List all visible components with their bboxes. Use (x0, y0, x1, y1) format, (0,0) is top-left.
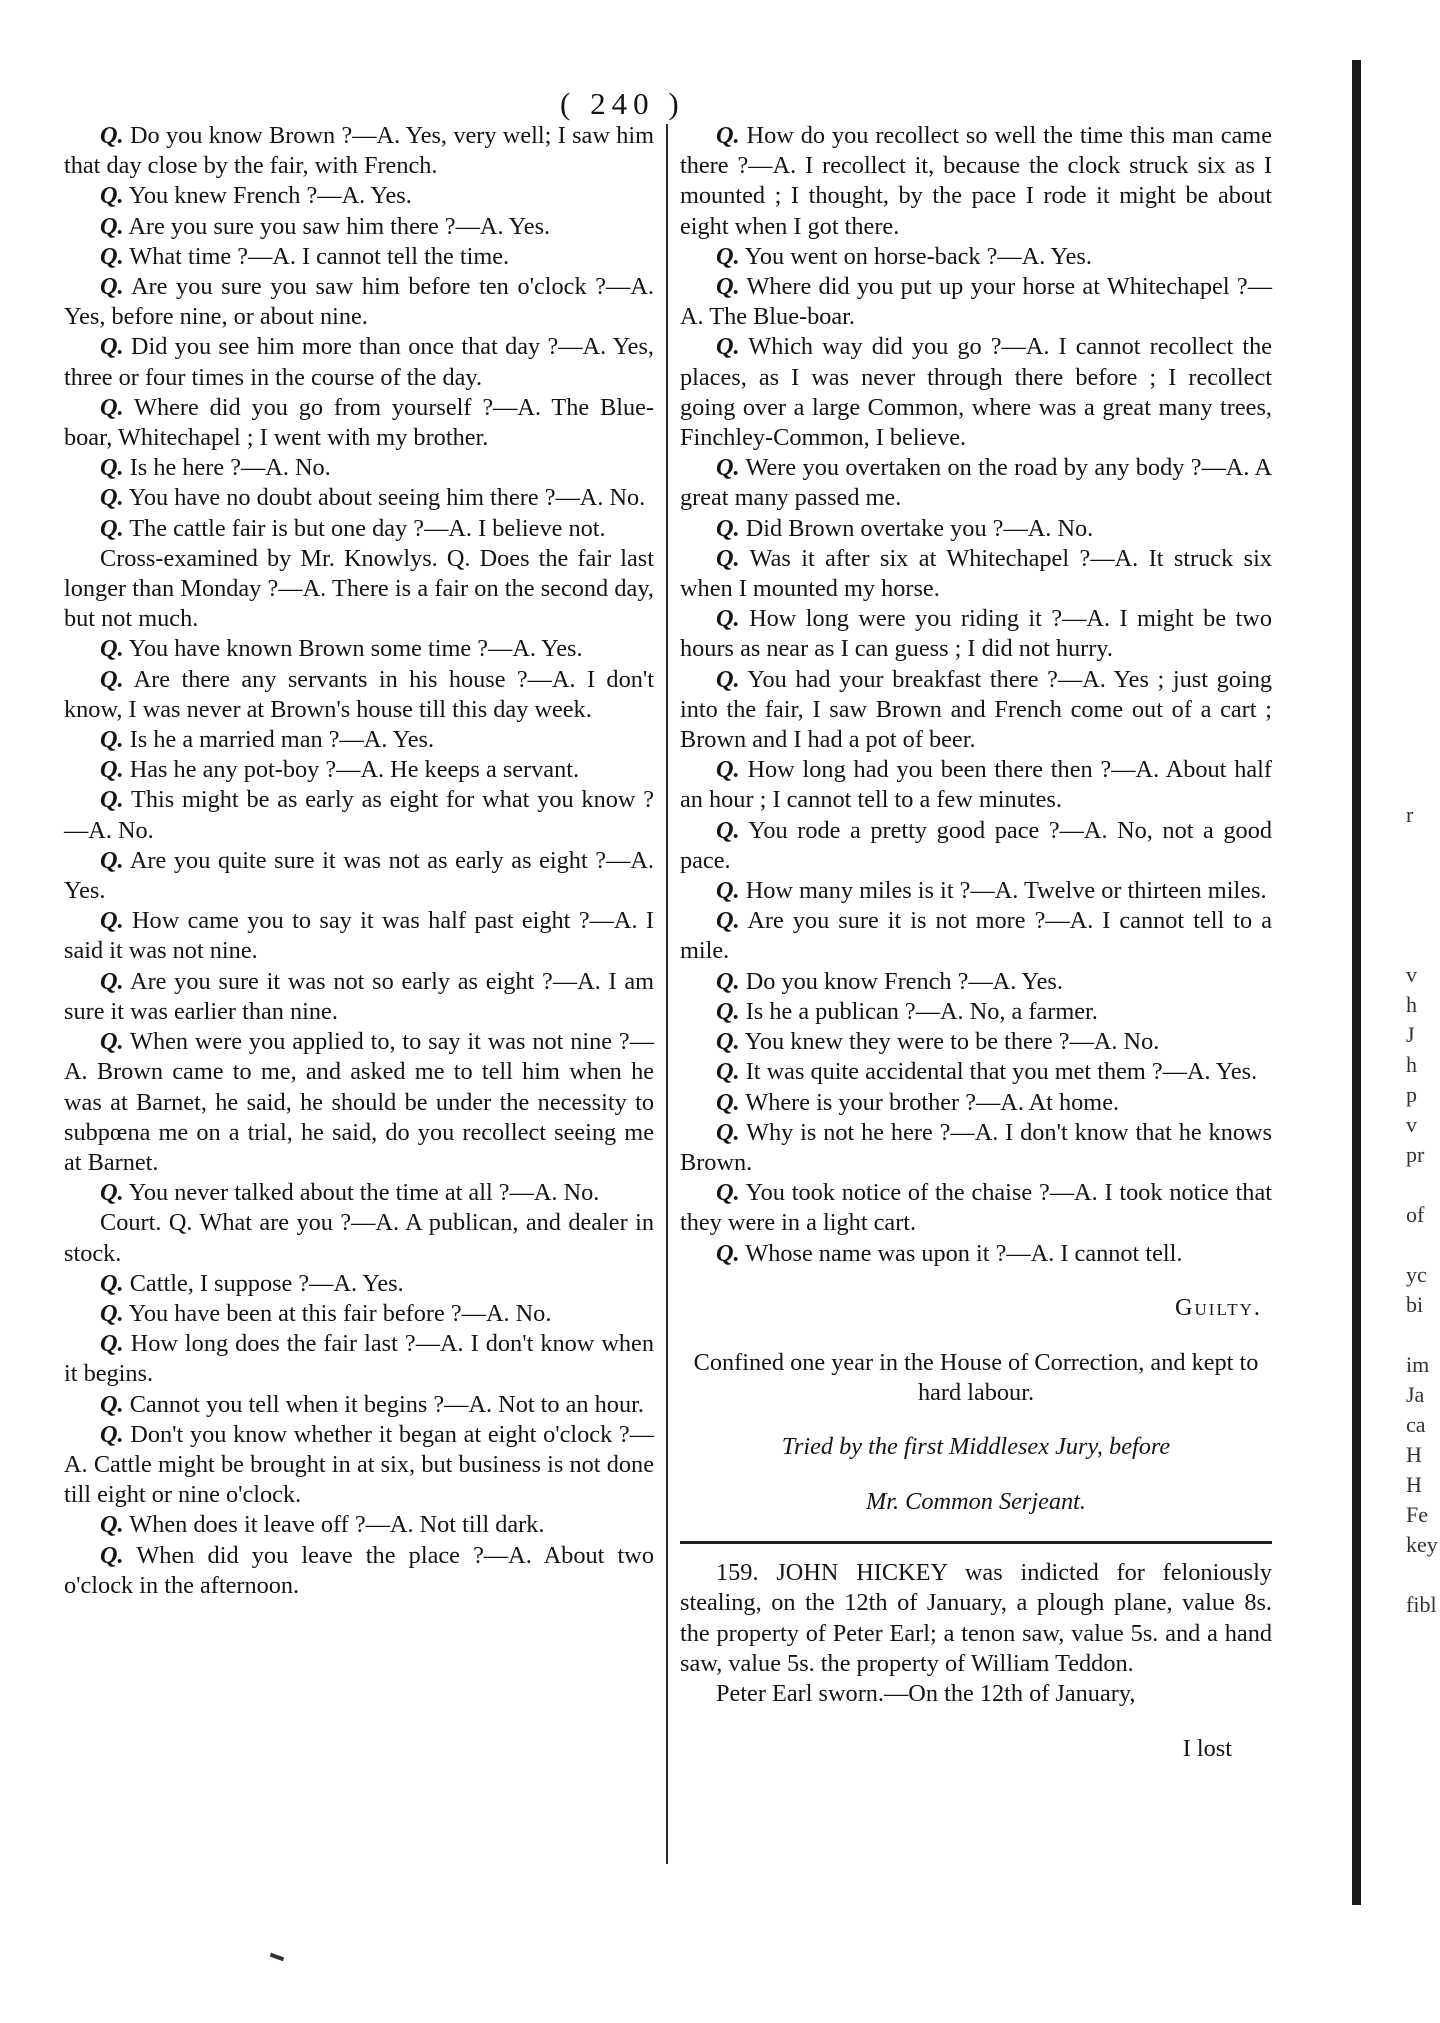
testimony-line (680, 816, 1272, 876)
question-marker: Q. (100, 242, 124, 270)
testimony-line (64, 1027, 654, 1178)
question-marker: Q. (716, 333, 740, 361)
question-marker: Q. (100, 665, 124, 693)
question-marker: Q. (716, 122, 740, 149)
testimony-text: Where did you put up your horse at Whitechapel ?—A. The Blue-boar. (680, 273, 1272, 331)
testimony-line (64, 1329, 654, 1389)
testimony-line (64, 634, 654, 664)
question-marker: Q. (716, 1058, 740, 1086)
testimony-line (680, 1178, 1272, 1238)
question-marker: Q. (100, 514, 124, 542)
question-marker: Q. (716, 1028, 740, 1056)
testimony-text: Are you sure you saw him before ten o'clock ?—A. Yes, before nine, or about nine. (64, 273, 654, 331)
testimony-text: Court. Q. What are you ?—A. A publican, and dealer in stock. (64, 1209, 654, 1267)
question-marker: Q. (100, 1269, 124, 1297)
testimony-text: You have no doubt about seeing him there ?—A. No. (123, 484, 646, 512)
bleed-fragment: J (1406, 1022, 1415, 1047)
testimony-line (64, 483, 654, 513)
testimony-text: Is he here ?—A. No. (123, 454, 331, 482)
question-marker: Q. (100, 756, 124, 784)
question-marker: Q. (100, 454, 124, 482)
question-marker: Q. (716, 1239, 740, 1267)
testimony-text: Are you sure it was not so early as eight ?—A. I am sure it was earlier than nine. (64, 967, 654, 1025)
testimony-line (64, 785, 654, 845)
testimony-text: How long were you riding it ?—A. I might be two hours as near as I can guess ; I did not hurry. (680, 605, 1272, 663)
testimony-text: You had your breakfast there ?—A. Yes ; just going into the fair, I saw Brown and French come out of a cart ; Brown and I had a pot of beer. (680, 665, 1272, 754)
question-marker: Q. (100, 1299, 124, 1327)
testimony-text: It was quite accidental that you met them ?—A. Yes. (739, 1058, 1258, 1086)
testimony-text: You have known Brown some time ?—A. Yes. (123, 635, 583, 663)
testimony-text: Were you overtaken on the road by any body ?—A. A great many passed me. (680, 454, 1272, 512)
testimony-line (64, 453, 654, 483)
bleed-fragment: fibl (1406, 1592, 1437, 1617)
testimony-line (64, 242, 654, 272)
question-marker: Q. (716, 997, 740, 1025)
question-marker: Q. (716, 1118, 740, 1146)
question-marker: Q. (100, 1330, 124, 1358)
column-divider (666, 124, 668, 1864)
question-marker: Q. (716, 816, 740, 844)
testimony-text: When does it leave off ?—A. Not till dark. (123, 1511, 545, 1539)
testimony-text: You went on horse-back ?—A. Yes. (739, 242, 1092, 270)
right-column-testimony (680, 121, 1272, 1269)
testimony-text: The cattle fair is but one day ?—A. I believe not. (123, 514, 606, 542)
testimony-line (64, 332, 654, 392)
bleed-fragment: im (1406, 1352, 1430, 1377)
question-marker: Q. (100, 122, 124, 149)
bleed-fragment: Ja (1406, 1382, 1425, 1407)
question-marker: Q. (716, 907, 740, 935)
question-marker: Q. (716, 967, 740, 995)
testimony-text: Are you quite sure it was not as early as eight ?—A. Yes. (64, 846, 654, 905)
testimony-line (64, 1420, 654, 1511)
binding-edge-bar (1352, 60, 1361, 1905)
testimony-text: Cattle, I suppose ?—A. Yes. (123, 1269, 404, 1297)
question-marker: Q. (100, 484, 124, 512)
testimony-line (64, 544, 654, 635)
bleed-fragment: ca (1406, 1412, 1426, 1437)
judge: Mr. Common Serjeant. (865, 1487, 1086, 1515)
bleed-fragment: yc (1406, 1262, 1427, 1287)
testimony-text: How came you to say it was half past eight ?—A. I said it was not nine. (64, 907, 654, 965)
testimony-text: Do you know Brown ?—A. Yes, very well; I saw him that day close by the fair, with French. (64, 122, 654, 180)
question-marker: Q. (100, 273, 124, 301)
testimony-text: Do you know French ?—A. Yes. (739, 967, 1063, 995)
sentence: Confined one year in the House of Correction, and kept to hard labour. (693, 1348, 1259, 1406)
testimony-line (64, 1208, 654, 1268)
testimony-line (680, 1027, 1272, 1057)
question-marker: Q. (716, 877, 740, 905)
question-marker: Q. (100, 1541, 124, 1569)
testimony-text: You knew French ?—A. Yes. (123, 182, 412, 210)
testimony-line (680, 876, 1272, 906)
testimony-text: What time ?—A. I cannot tell the time. (123, 242, 510, 270)
question-marker: Q. (100, 1390, 124, 1418)
bleed-fragment: pr (1406, 1142, 1425, 1167)
testimony-text: Where did you go from yourself ?—A. The Blue-boar, Whitechapel ; I went with my brother. (64, 393, 654, 452)
testimony-text: You took notice of the chaise ?—A. I took notice that they were in a light cart. (680, 1179, 1272, 1237)
right-column (680, 121, 1272, 1788)
testimony-text: Has he any pot-boy ?—A. He keeps a servant. (123, 756, 580, 784)
question-marker: Q. (100, 846, 124, 874)
bleed-fragment: bi (1406, 1292, 1424, 1317)
testimony-line (64, 393, 654, 453)
question-marker: Q. (716, 665, 740, 693)
testimony-line (64, 272, 654, 332)
testimony-line (680, 242, 1272, 272)
testimony-text: Which way did you go ?—A. I cannot recollect the places, as I was never through there before ; I recollect going over a large Common, where was a great many trees, Finchley-Common, I believe. (680, 333, 1272, 452)
testimony-line (680, 1057, 1272, 1087)
testimony-line (64, 906, 654, 966)
bleed-fragment: p (1406, 1082, 1417, 1107)
testimony-line (680, 121, 1272, 242)
testimony-line (64, 1299, 654, 1329)
testimony-line (680, 453, 1272, 513)
bleed-fragment: h (1406, 1052, 1417, 1077)
testimony-line (64, 1269, 654, 1299)
verdict: Guilty. (1174, 1294, 1262, 1322)
question-marker: Q. (100, 182, 124, 210)
tried-by: Tried by the first Middlesex Jury, before (781, 1433, 1171, 1461)
question-marker: Q. (100, 1420, 124, 1448)
question-marker: Q. (100, 212, 124, 240)
testimony-line (680, 514, 1272, 544)
testimony-text: How many miles is it ?—A. Twelve or thirteen miles. (739, 877, 1267, 905)
witness-line: Peter Earl sworn.—On the 12th of January, (716, 1680, 1136, 1708)
testimony-text: Did Brown overtake you ?—A. No. (739, 514, 1094, 542)
question-marker: Q. (716, 242, 740, 270)
testimony-text: Is he a married man ?—A. Yes. (123, 726, 435, 754)
testimony-text: This might be as early as eight for what you know ?—A. No. (64, 786, 654, 844)
testimony-line (680, 544, 1272, 604)
question-marker: Q. (716, 756, 740, 784)
testimony-line (64, 1178, 654, 1208)
testimony-text: Why is not he here ?—A. I don't know that he knows Brown. (680, 1118, 1272, 1176)
testimony-text: How do you recollect so well the time this man came there ?—A. I recollect it, because the clock struck six as I mounted ; I thought, by the pace I rode it might be about eight when I got there. (680, 122, 1272, 240)
testimony-line (64, 725, 654, 755)
question-marker: Q. (100, 1179, 124, 1207)
testimony-line (64, 212, 654, 242)
question-marker: Q. (100, 393, 124, 421)
question-marker: Q. (716, 1088, 740, 1116)
facing-page-bleed (1400, 0, 1440, 2023)
testimony-text: When were you applied to, to say it was not nine ?—A. Brown came to me, and asked me to tell him when he was at Barnet, he said, he should be under the necessity to subpœna me on a trial, he said, do you recollect seeing me at Barnet. (64, 1028, 654, 1176)
testimony-line (680, 1088, 1272, 1118)
bleed-fragment: h (1406, 992, 1417, 1017)
testimony-line (64, 181, 654, 211)
testimony-text: Are you sure you saw him there ?—A. Yes. (123, 212, 551, 240)
bleed-fragment: r (1406, 802, 1414, 827)
catchword: I lost (1182, 1734, 1232, 1762)
testimony-line (680, 997, 1272, 1027)
testimony-line (64, 1541, 654, 1601)
testimony-line (680, 1118, 1272, 1178)
bleed-fragment: of (1406, 1202, 1425, 1227)
testimony-text: You rode a pretty good pace ?—A. No, not a good pace. (680, 816, 1272, 874)
testimony-line (680, 755, 1272, 815)
testimony-text: How long had you been there then ?—A. About half an hour ; I cannot tell to a few minutes. (680, 756, 1272, 814)
testimony-text: Are there any servants in his house ?—A. I don't know, I was never at Brown's house till this day week. (64, 665, 654, 723)
question-marker: Q. (100, 786, 124, 814)
page-number: ( 240 ) (560, 86, 685, 121)
question-marker: Q. (100, 967, 124, 995)
bleed-fragment: v (1406, 1112, 1417, 1137)
testimony-text: Did you see him more than once that day ?—A. Yes, three or four times in the course of the day. (64, 333, 654, 391)
testimony-text: You knew they were to be there ?—A. No. (739, 1028, 1160, 1056)
testimony-line (680, 272, 1272, 332)
question-marker: Q. (716, 544, 740, 572)
new-case-heading: 159. JOHN HICKEY was indicted for feloniously stealing, on the 12th of January, a plough plane, value 8s. the property of Peter Earl; a tenon saw, value 5s. and a hand saw, value 5s. the property of William Teddon. (680, 1559, 1272, 1677)
testimony-text: Whose name was upon it ?—A. I cannot tell. (739, 1239, 1183, 1267)
testimony-line (64, 121, 654, 181)
question-marker: Q. (716, 454, 740, 482)
testimony-text: Where is your brother ?—A. At home. (739, 1088, 1120, 1116)
testimony-text: Was it after six at Whitechapel ?—A. It struck six when I mounted my horse. (680, 544, 1272, 603)
bleed-fragment: H (1406, 1442, 1422, 1467)
testimony-line (680, 665, 1272, 756)
question-marker: Q. (100, 907, 124, 935)
testimony-line (64, 514, 654, 544)
question-marker: Q. (100, 635, 124, 663)
bleed-fragment: key (1406, 1532, 1438, 1557)
testimony-line (64, 665, 654, 725)
testimony-line (64, 1390, 654, 1420)
testimony-text: You never talked about the time at all ?—A. No. (123, 1179, 600, 1207)
testimony-text: Is he a publican ?—A. No, a farmer. (739, 997, 1098, 1025)
testimony-text: When did you leave the place ?—A. About two o'clock in the afternoon. (64, 1541, 654, 1599)
testimony-line (64, 846, 654, 906)
testimony-line (64, 967, 654, 1027)
testimony-line (680, 332, 1272, 453)
left-column (64, 121, 654, 1601)
testimony-text: How long does the fair last ?—A. I don't know when it begins. (64, 1330, 654, 1388)
bleed-fragment: H (1406, 1472, 1422, 1497)
testimony-line (680, 967, 1272, 997)
testimony-text: You have been at this fair before ?—A. No. (123, 1299, 552, 1327)
question-marker: Q. (100, 1511, 124, 1539)
testimony-line (680, 1239, 1272, 1269)
question-marker: Q. (716, 273, 740, 301)
question-marker: Q. (100, 726, 124, 754)
testimony-line (680, 906, 1272, 966)
question-marker: Q. (716, 605, 740, 633)
testimony-line (64, 1510, 654, 1540)
section-rule (680, 1541, 1272, 1544)
question-marker: Q. (716, 514, 740, 542)
testimony-line (680, 604, 1272, 664)
question-marker: Q. (716, 1179, 740, 1207)
bleed-fragment: v (1406, 962, 1417, 987)
testimony-text: Are you sure it is not more ?—A. I cannot tell to a mile. (680, 907, 1272, 965)
question-marker: Q. (100, 1028, 124, 1056)
testimony-text: Cannot you tell when it begins ?—A. Not to an hour. (123, 1390, 644, 1418)
bleed-fragment: Fe (1406, 1502, 1428, 1527)
ink-mark (270, 1953, 285, 1962)
testimony-line (64, 755, 654, 785)
testimony-text: Cross-examined by Mr. Knowlys. Q. Does the fair last longer than Monday ?—A. There is a fair on the second day, but not much. (64, 544, 654, 633)
question-marker: Q. (100, 333, 124, 361)
testimony-text: Don't you know whether it began at eight o'clock ?—A. Cattle might be brought in at six, but business is not done till eight or nine o'clock. (64, 1420, 654, 1509)
